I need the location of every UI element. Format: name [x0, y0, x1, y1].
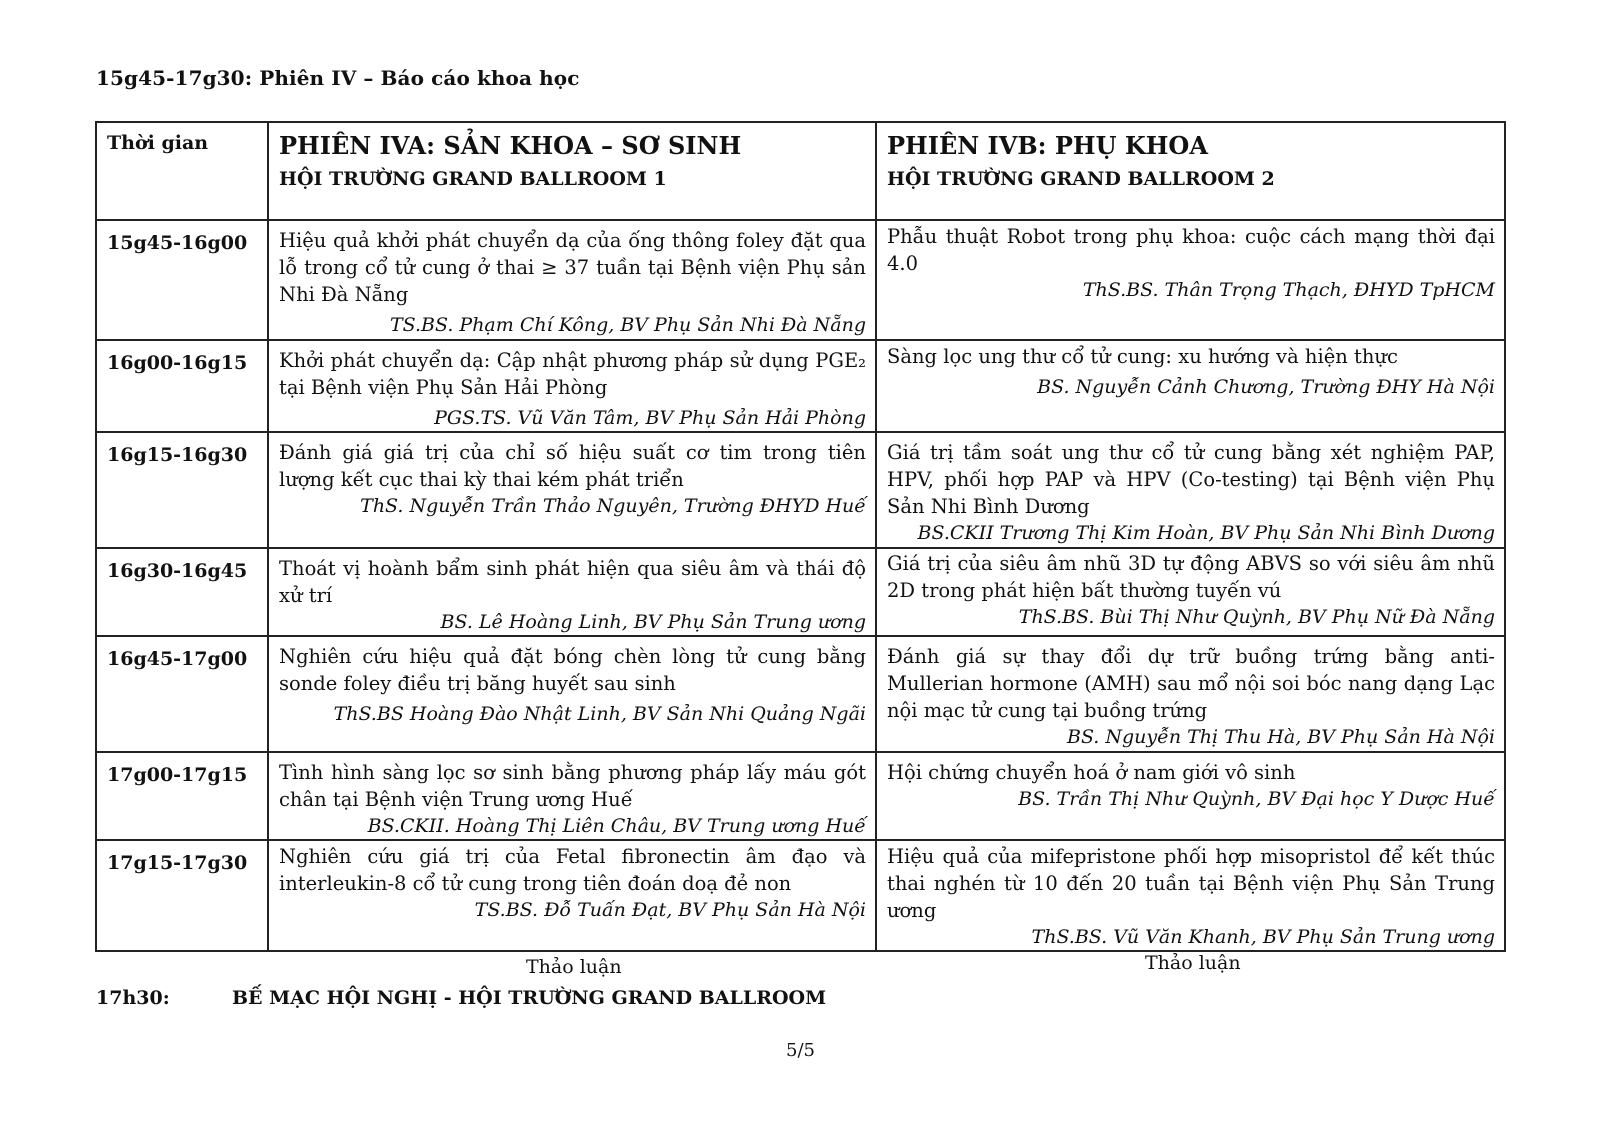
talk-author: BS. Trần Thị Như Quỳnh, BV Đại học Y Dược Huế — [1018, 788, 1495, 810]
talk-title: Hiệu quả của mifepristone phối hợp misopristol để kết thúc thai nghén từ 10 đến 20 tuần tại Bệnh viện Phụ Sản Trung ương — [887, 845, 1495, 922]
time-cell — [96, 840, 268, 951]
table-row — [96, 752, 1505, 840]
table-header-row — [96, 122, 1505, 220]
talk-title: Đánh giá sự thay đổi dự trữ buồng trứng bằng anti- Mullerian hormone (AMH) sau mổ nội soi bóc nang dạng Lạc nội mạc tử cung tại buồng trứng — [887, 645, 1495, 722]
time-cell — [96, 548, 268, 636]
time-cell — [96, 432, 268, 548]
talk-author: ThS.BS. Thân Trọng Thạch, ĐHYD TpHCM — [1082, 279, 1495, 301]
talk-title: Hội chứng chuyển hoá ở nam giới vô sinh — [887, 761, 1296, 784]
time-cell — [96, 220, 268, 340]
talk-author: BS. Lê Hoàng Linh, BV Phụ Sản Trung ương — [440, 611, 866, 633]
time-slot: 16g30-16g45 — [107, 560, 248, 582]
closing-text: BẾ MẠC HỘI NGHỊ - HỘI TRƯỜNG GRAND BALLROOM — [232, 987, 827, 1009]
table-row — [96, 636, 1505, 752]
talk-title: Khởi phát chuyển dạ: Cập nhật phương pháp sử dụng PGE₂ tại Bệnh viện Phụ Sản Hải Phòng — [279, 349, 866, 399]
session-a-cell — [268, 636, 876, 752]
session-a-cell — [268, 340, 876, 432]
session-b-cell — [876, 840, 1505, 951]
time-slot: 16g45-17g00 — [107, 648, 248, 670]
time-cell — [96, 340, 268, 432]
talk-title: Phẫu thuật Robot trong phụ khoa: cuộc cách mạng thời đại 4.0 — [887, 225, 1495, 275]
talk-title: Nghiên cứu hiệu quả đặt bóng chèn lòng tử cung bằng sonde foley điều trị băng huyết sau sinh — [279, 645, 866, 695]
time-slot: 16g00-16g15 — [107, 352, 248, 374]
talk-author: TS.BS. Phạm Chí Kông, BV Phụ Sản Nhi Đà Nẵng — [389, 314, 866, 336]
session-a-cell — [268, 752, 876, 840]
time-cell — [96, 636, 268, 752]
session-b-title: PHIÊN IVB: PHỤ KHOA — [887, 131, 1208, 160]
closing-time: 17h30: — [96, 987, 170, 1009]
time-slot: 17g15-17g30 — [107, 852, 248, 874]
session-b-cell — [876, 548, 1505, 636]
talk-title: Tình hình sàng lọc sơ sinh bằng phương pháp lấy máu gót chân tại Bệnh viện Trung ương Huế — [279, 761, 866, 811]
talk-author: BS. Nguyễn Cảnh Chương, Trường ĐHY Hà Nội — [1037, 376, 1495, 398]
session-a-cell — [268, 220, 876, 340]
session-b-hall: HỘI TRƯỜNG GRAND BALLROOM 2 — [887, 168, 1275, 190]
talk-title: Nghiên cứu giá trị của Fetal fibronectin âm đạo và interleukin-8 cổ tử cung trong tiên đoán doạ đẻ non — [279, 845, 866, 895]
session-a-cell — [268, 432, 876, 548]
session-b-cell — [876, 340, 1505, 432]
talk-author: ThS.BS Hoàng Đào Nhật Linh, BV Sản Nhi Quảng Ngãi — [333, 703, 866, 725]
time-cell — [96, 752, 268, 840]
time-column-header — [96, 122, 268, 220]
discussion-a: Thảo luận — [526, 956, 622, 978]
section-heading: 15g45-17g30: Phiên IV – Báo cáo khoa học — [96, 66, 580, 90]
session-a-title: PHIÊN IVA: SẢN KHOA – SƠ SINH — [279, 131, 742, 160]
session-b-cell — [876, 220, 1505, 340]
table-row — [96, 840, 1505, 951]
table-row — [96, 432, 1505, 548]
talk-author: ThS. Nguyễn Trần Thảo Nguyên, Trường ĐHYD Huế — [360, 495, 866, 517]
session-a-cell — [268, 548, 876, 636]
talk-title: Sàng lọc ung thư cổ tử cung: xu hướng và hiện thực — [887, 345, 1398, 368]
talk-author: TS.BS. Đỗ Tuấn Đạt, BV Phụ Sản Hà Nội — [474, 899, 866, 921]
talk-title: Giá trị tầm soát ung thư cổ tử cung bằng xét nghiệm PAP, HPV, phối hợp PAP và HPV (Co-testing) tại Bệnh viện Phụ Sản Nhi Bình Dương — [887, 441, 1495, 518]
session-a-hall: HỘI TRƯỜNG GRAND BALLROOM 1 — [279, 168, 667, 190]
session-b-cell — [876, 636, 1505, 752]
talk-title: Đánh giá giá trị của chỉ số hiệu suất cơ tim trong tiên lượng kết cục thai kỳ thai kém phát triển — [279, 441, 866, 491]
talk-author: BS.CKII. Hoàng Thị Liên Châu, BV Trung ương Huế — [367, 815, 866, 837]
session-b-cell — [876, 432, 1505, 548]
table-row — [96, 340, 1505, 432]
session-b-header — [876, 122, 1505, 220]
schedule-table — [95, 121, 1506, 952]
talk-author: BS.CKII Trương Thị Kim Hoàn, BV Phụ Sản Nhi Bình Dương — [917, 522, 1495, 544]
page-number: 5/5 — [786, 1040, 815, 1061]
talk-author: ThS.BS. Vũ Văn Khanh, BV Phụ Sản Trung ương — [1031, 926, 1495, 948]
talk-title: Thoát vị hoành bẩm sinh phát hiện qua siêu âm và thái độ xử trí — [279, 557, 866, 607]
time-slot: 16g15-16g30 — [107, 444, 248, 466]
talk-author: BS. Nguyễn Thị Thu Hà, BV Phụ Sản Hà Nội — [1066, 726, 1495, 748]
time-slot: 17g00-17g15 — [107, 764, 248, 786]
talk-title: Hiệu quả khởi phát chuyển dạ của ống thông foley đặt qua lỗ trong cổ tử cung ở thai ≥ 37 tuần tại Bệnh viện Phụ sản Nhi Đà Nẵng — [279, 229, 866, 306]
session-b-cell — [876, 752, 1505, 840]
time-header-label: Thời gian — [107, 132, 209, 154]
session-a-header — [268, 122, 876, 220]
talk-title: Giá trị của siêu âm nhũ 3D tự động ABVS so với siêu âm nhũ 2D trong phát hiện bất thường tuyến vú — [887, 552, 1495, 602]
session-a-cell — [268, 840, 876, 951]
talk-author: ThS.BS. Bùi Thị Như Quỳnh, BV Phụ Nữ Đà Nẵng — [1018, 606, 1495, 628]
talk-author: PGS.TS. Vũ Văn Tâm, BV Phụ Sản Hải Phòng — [434, 407, 866, 429]
time-slot: 15g45-16g00 — [107, 232, 248, 254]
discussion-b: Thảo luận — [1145, 952, 1241, 974]
table-row — [96, 548, 1505, 636]
table-row — [96, 220, 1505, 340]
